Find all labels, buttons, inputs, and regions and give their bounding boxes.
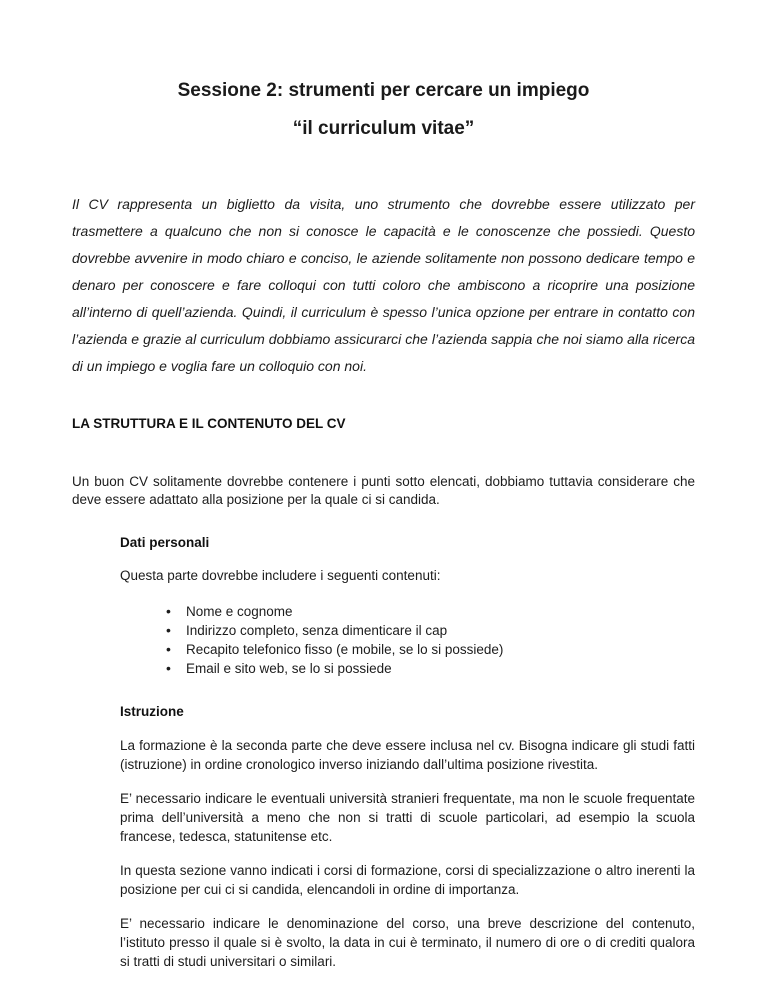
subsection-dati-personali bbox=[120, 535, 695, 678]
list-item: • Recapito telefonico fisso (e mobile, se lo si possiede) bbox=[166, 640, 695, 659]
dati-personali-lead: Questa parte dovrebbe includere i seguenti contenuti: bbox=[120, 567, 441, 583]
section-heading-struttura-cv: LA STRUTTURA E IL CONTENUTO DEL CV bbox=[72, 415, 346, 431]
istruzione-paragraph: In questa sezione vanno indicati i corsi di formazione, corsi di specializzazione o altro inerenti la posizione per cui ci si candida, elencandoli in ordine di importanza. bbox=[120, 862, 695, 897]
subsection-istruzione bbox=[120, 704, 695, 971]
dati-personali-bullet-list bbox=[166, 602, 695, 678]
istruzione-paragraph: E’ necessario indicare le denominazione del corso, una breve descrizione del contenuto, l’istituto presso il quale si è svolto, la data in cui è terminato, il numero di ore o di crediti qualora si tratti di studi universitari o similari. bbox=[120, 915, 695, 969]
list-item: • Email e sito web, se lo si possiede bbox=[166, 659, 695, 678]
istruzione-paragraph: E’ necessario indicare le eventuali università stranieri frequentate, ma non le scuole frequentate prima dell’università a meno che non si tratti di scuole particolari, ad esempio la scuola francese, tedesca, statunitense etc. bbox=[120, 790, 695, 844]
istruzione-paragraph: La formazione è la seconda parte che deve essere inclusa nel cv. Bisogna indicare gli studi fatti (istruzione) in ordine cronologico inverso iniziando dall’ultima posizione rivestita. bbox=[120, 737, 695, 772]
document-subtitle: “il curriculum vitae” bbox=[292, 117, 475, 139]
list-item: • Nome e cognome bbox=[166, 602, 695, 621]
dati-personali-heading: Dati personali bbox=[120, 534, 210, 550]
istruzione-heading: Istruzione bbox=[120, 703, 184, 719]
list-item: • Indirizzo completo, senza dimenticare il cap bbox=[166, 621, 695, 640]
intro-paragraph: Il CV rappresenta un biglietto da visita, uno strumento che dovrebbe essere utilizzato per trasmettere a qualcuno che non si conosce le capacità e le conoscenze che possiedi. Questo dovrebbe avvenire in modo chiaro e conciso, le aziende solitamente non possono dedicare tempo e denaro per conoscere e fare colloqui con tutti coloro che ambiscono a ricoprire una posizione all’interno di quell’azienda. Quindi, il curriculum è spesso l’unica opzione per entrare in contatto con l’azienda e grazie al curriculum dobbiamo assicurarci che l’azienda sappia che noi siamo alla ricerca di un impiego e voglia fare un colloquio con noi. bbox=[72, 195, 695, 374]
section-intro-paragraph: Un buon CV solitamente dovrebbe contenere i punti sotto elencati, dobbiamo tuttavia considerare che deve essere adattato alla posizione per la quale ci si candida. bbox=[72, 473, 695, 507]
document-title: Sessione 2: strumenti per cercare un impiego bbox=[177, 80, 590, 101]
